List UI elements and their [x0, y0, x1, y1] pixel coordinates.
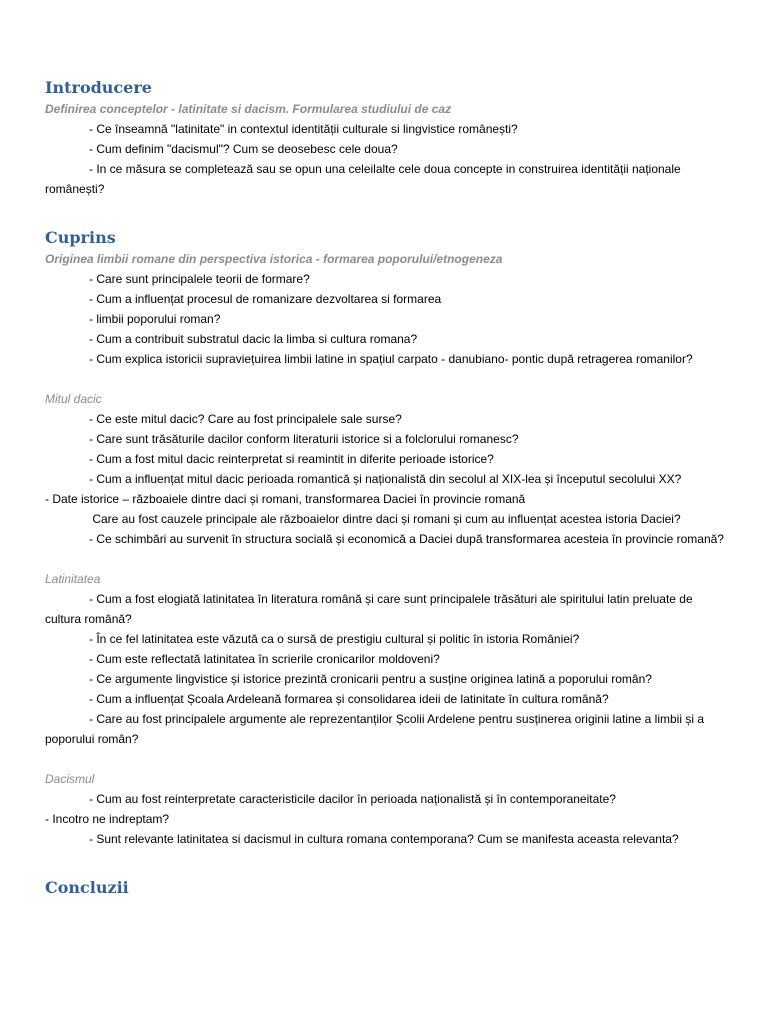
heading-concluzii: Concluzii: [45, 878, 129, 897]
question-line: - Cum a influențat Școala Ardeleană formarea și consolidarea ideii de latinitate în cultura română?: [89, 692, 609, 706]
question-line: - Cum a fost elogiată latinitatea în literatura română și care sunt principalele trăsături ale spiritului latin preluate de cultura română?: [45, 592, 693, 626]
spacer: [45, 369, 724, 389]
question-line: - limbii poporului roman?: [89, 312, 221, 326]
heading-introducere: Introducere: [45, 78, 152, 97]
subheading-latinitatea: Latinitatea: [45, 572, 101, 586]
question-line: - Cum a contribuit substratul dacic la limba si cultura romana?: [89, 332, 418, 346]
question-line: - În ce fel latinitatea este văzută ca o sursă de prestigiu cultural și politic în istoria României?: [89, 632, 580, 646]
question-line: - In ce măsura se completează sau se opun una celeilalte cele doua concepte in construirea identității naționale românești?: [45, 162, 681, 196]
subheading-dacismul: Dacismul: [45, 772, 95, 786]
spacer: [45, 549, 724, 569]
question-line: - Cum a influențat mitul dacic perioada romantică și naționalistă din secolul al XIX-lea și începutul secolului XX?: [89, 472, 682, 486]
question-line: - Ce schimbări au survenit în structura socială și economică a Daciei după transformarea acesteia în provincie romană?: [89, 532, 724, 546]
question-line: - Cum a influențat procesul de romanizare dezvoltarea si formarea: [89, 292, 442, 306]
heading-cuprins: Cuprins: [45, 228, 116, 247]
question-line: - Care sunt principalele teorii de formare?: [89, 272, 310, 286]
spacer: [45, 199, 724, 227]
question-line: - Ce înseamnă "latinitate" in contextul identității culturale si lingvistice românești?: [89, 122, 518, 136]
subheading-definirea-conceptelor: Definirea conceptelor - latinitate si dacism. Formularea studiului de caz: [45, 102, 452, 116]
question-line: - Cum explica istoricii supraviețuirea limbii latine in spațiul carpato - danubiano- pontic după retragerea romanilor?: [89, 352, 693, 366]
question-line: - Cum au fost reinterpretate caracteristicile dacilor în perioada naționalistă și în contemporaneitate?: [89, 792, 616, 806]
section-cuprins: [45, 227, 724, 849]
subheading-originea-limbii: Originea limbii romane din perspectiva istorica - formarea poporului/etnogeneza: [45, 252, 503, 266]
question-line: - Care au fost principalele argumente ale reprezentanților Școlii Ardelene pentru susținerea originii latine a limbii și a poporului român?: [45, 712, 704, 746]
spacer: [45, 749, 724, 769]
incotro-line: - Incotro ne indreptam?: [45, 812, 170, 826]
question-line: - Cum definim "dacismul"? Cum se deosebesc cele doua?: [89, 142, 398, 156]
question-line: - Sunt relevante latinitatea si dacismul in cultura romana contemporana? Cum se manifesta aceasta relevanta?: [89, 832, 679, 846]
question-line: - Ce este mitul dacic? Care au fost principalele sale surse?: [89, 412, 402, 426]
question-line: - Ce argumente lingvistice și istorice prezintă cronicarii pentru a susține originea latină a poporului român?: [89, 672, 652, 686]
question-line: - Care sunt trăsăturile dacilor conform literaturii istorice si a folclorului romanesc?: [89, 432, 519, 446]
section-concluzii: [45, 877, 724, 899]
question-line: - Cum este reflectată latinitatea în scrierile cronicarilor moldoveni?: [89, 652, 440, 666]
spacer: [45, 849, 724, 877]
date-istorice-line: - Date istorice – războaiele dintre daci și romani, transformarea Daciei în provincie romană: [45, 492, 526, 506]
question-line: Care au fost cauzele principale ale războaielor dintre daci și romani și cum au influențat acestea istoria Daciei?: [89, 512, 681, 526]
question-line: - Cum a fost mitul dacic reinterpretat si reamintit in diferite perioade istorice?: [89, 452, 494, 466]
section-introducere: [45, 77, 724, 199]
subheading-mitul-dacic: Mitul dacic: [45, 392, 102, 406]
